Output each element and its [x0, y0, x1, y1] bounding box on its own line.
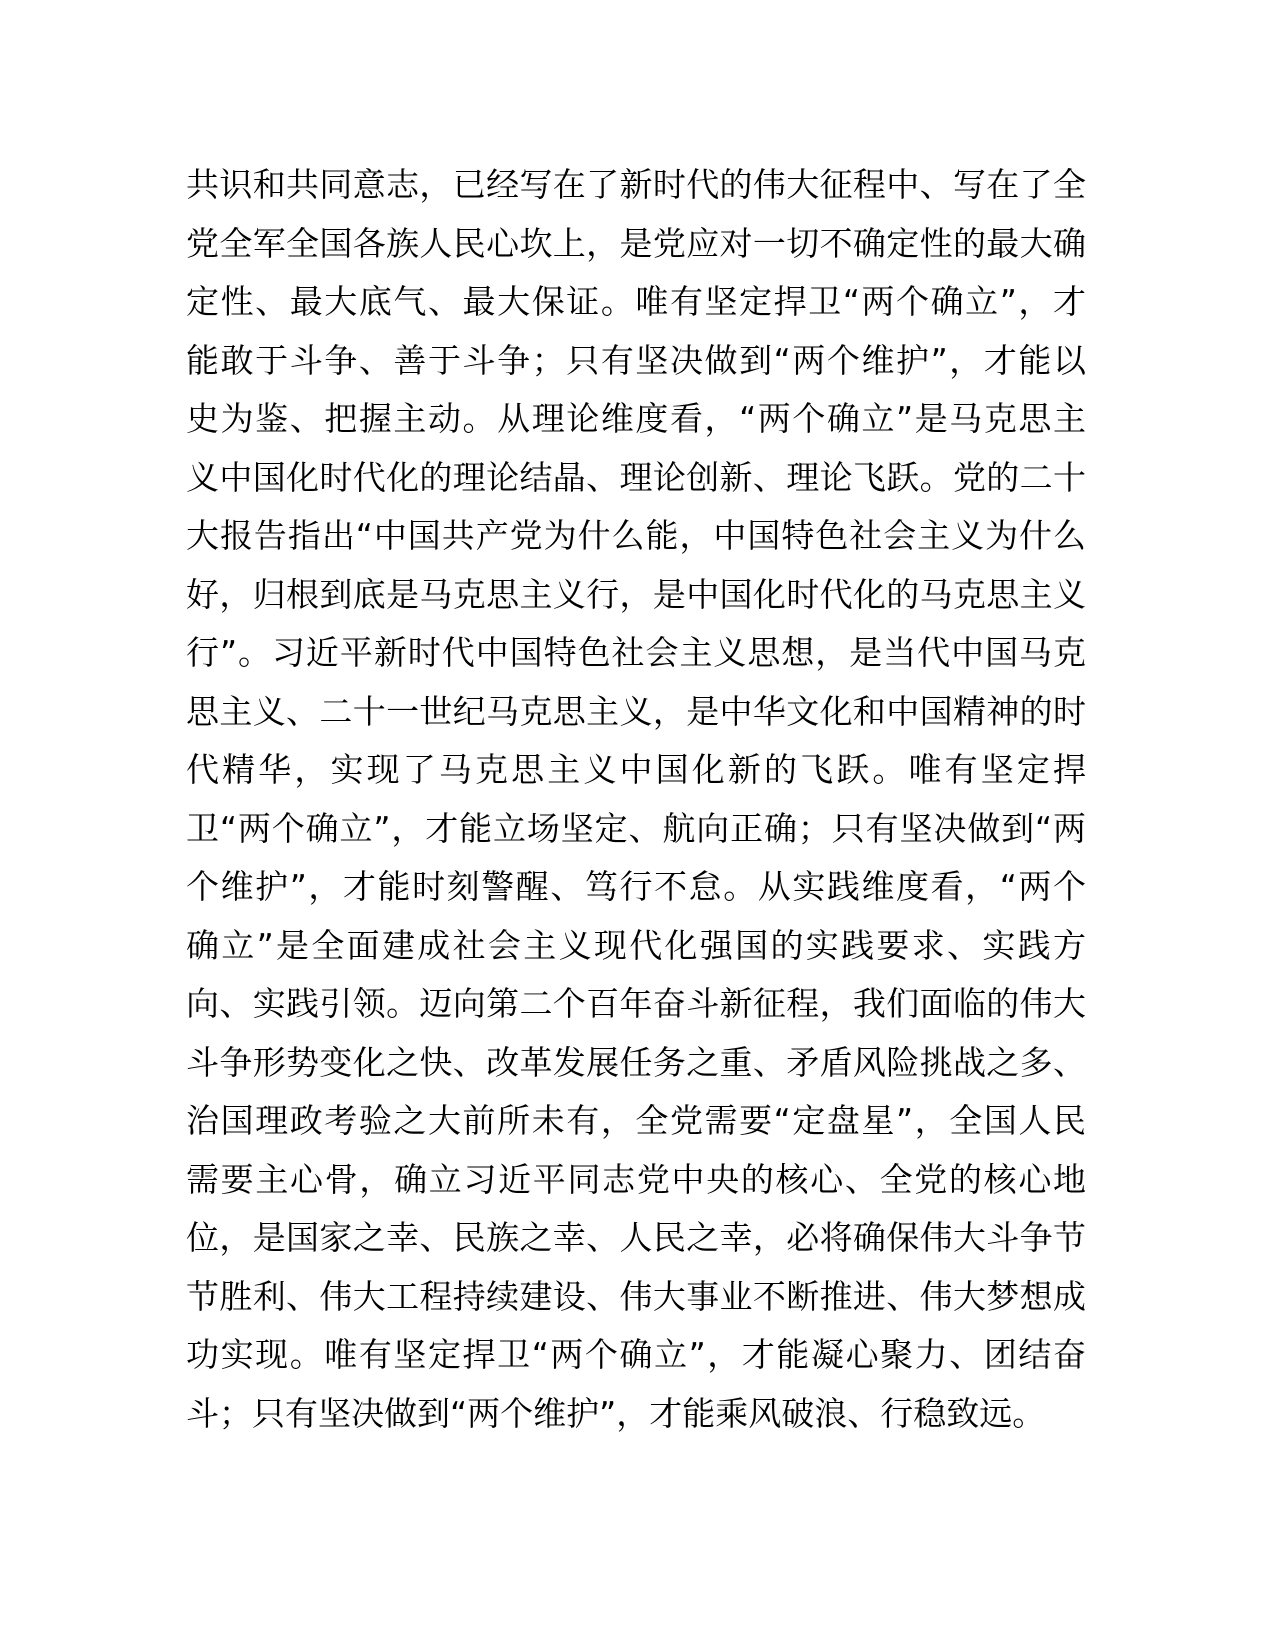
text-line: 卫“两个确立”，才能立场坚定、航向正确；只有坚决做到“两: [186, 808, 1086, 848]
text-line: 向、实践引领。迈向第二个百年奋斗新征程，我们面临的伟大: [186, 984, 1086, 1023]
text-line: 节胜利、伟大工程持续建设、伟大事业不断推进、伟大梦想成: [186, 1276, 1086, 1316]
text-line: 行”。习近平新时代中国特色社会主义思想，是当代中国马克: [186, 633, 1086, 672]
text-line: 斗争形势变化之快、改革发展任务之重、矛盾风险挑战之多、: [186, 1042, 1086, 1082]
text-line: 个维护”，才能时刻警醒、笃行不怠。从实践维度看，“两个: [186, 867, 1086, 906]
text-line: 共识和共同意志，已经写在了新时代的伟大征程中、写在了全: [186, 165, 1086, 204]
text-line: 大报告指出“中国共产党为什么能，中国特色社会主义为什么: [186, 516, 1086, 555]
text-line: 义中国化时代化的理论结晶、理论创新、理论飞跃。党的二十: [186, 457, 1086, 497]
body-paragraph: [186, 156, 1086, 1443]
text-line-last: 斗；只有坚决做到“两个维护”，才能乘风破浪、行稳致远。: [186, 1393, 1046, 1433]
text-line: 治国理政考验之大前所未有，全党需要“定盘星”，全国人民: [186, 1101, 1086, 1140]
text-line: 定性、最大底气、最大保证。唯有坚定捍卫“两个确立”，才: [186, 282, 1086, 321]
text-line: 需要主心骨，确立习近平同志党中央的核心、全党的核心地: [186, 1159, 1086, 1199]
text-line: 思主义、二十一世纪马克思主义，是中华文化和中国精神的时: [186, 691, 1086, 731]
text-line: 确立”是全面建成社会主义现代化强国的实践要求、实践方: [186, 925, 1086, 965]
text-line: 党全军全国各族人民心坎上，是党应对一切不确定性的最大确: [186, 223, 1086, 263]
text-line: 功实现。唯有坚定捍卫“两个确立”，才能凝心聚力、团结奋: [186, 1335, 1086, 1374]
text-line: 史为鉴、把握主动。从理论维度看，“两个确立”是马克思主: [186, 399, 1086, 438]
text-line: 位，是国家之幸、民族之幸、人民之幸，必将确保伟大斗争节: [186, 1218, 1086, 1257]
text-line: 代精华，实现了马克思主义中国化新的飞跃。唯有坚定捍: [186, 750, 1086, 789]
text-line: 好，归根到底是马克思主义行，是中国化时代化的马克思主义: [186, 574, 1086, 614]
text-line: 能敢于斗争、善于斗争；只有坚决做到“两个维护”，才能以: [186, 340, 1086, 380]
